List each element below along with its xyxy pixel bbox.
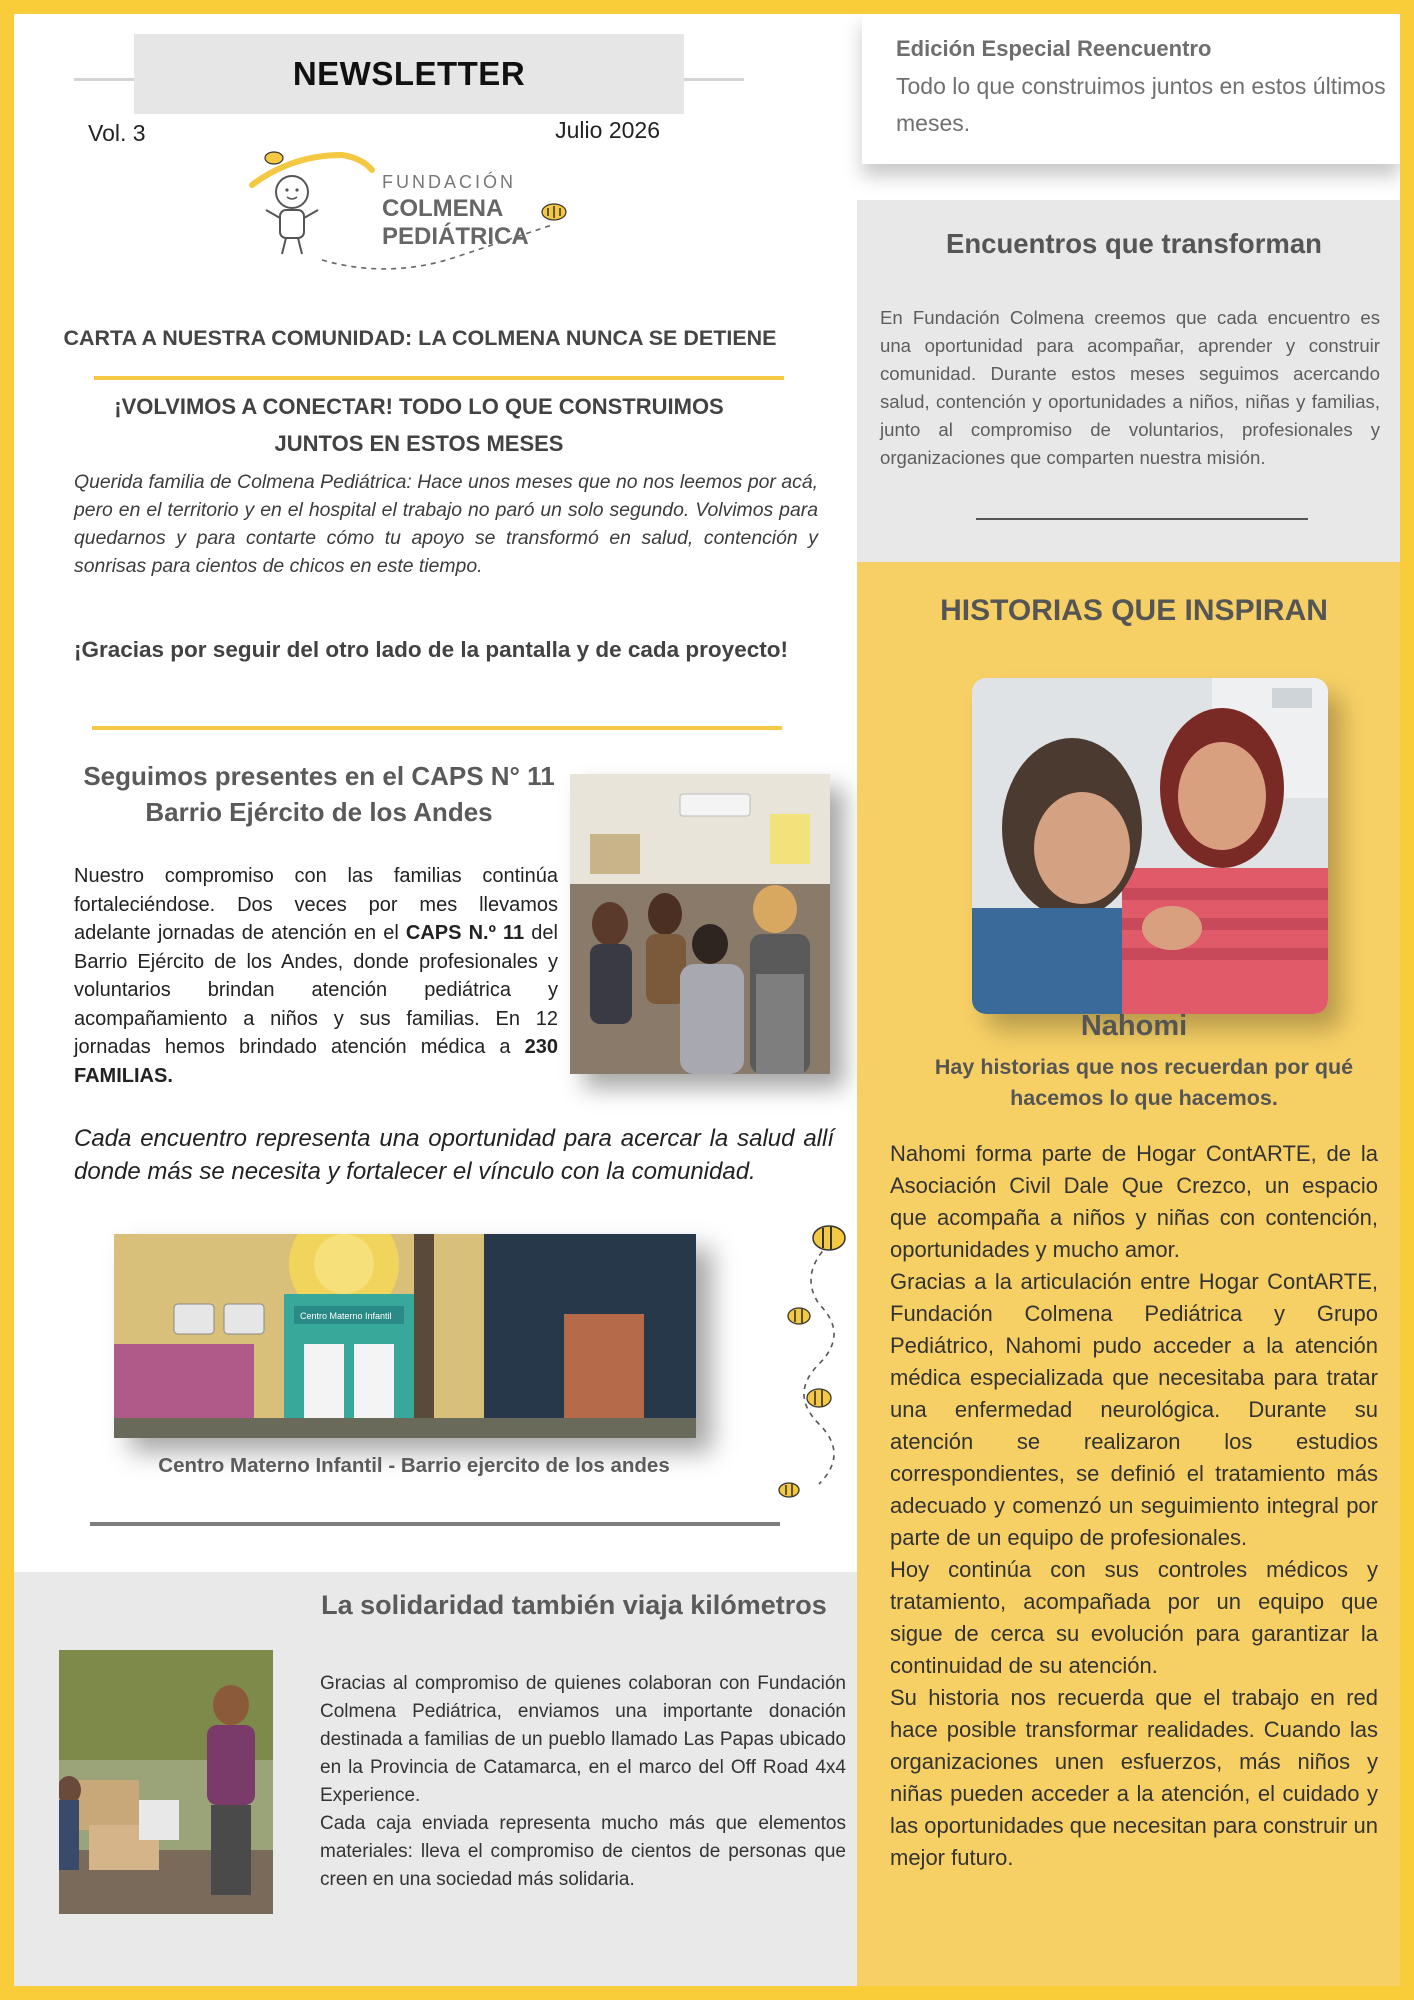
issue-date: Julio 2026 — [555, 117, 660, 143]
edition-title: Edición Especial Reencuentro — [896, 36, 1212, 61]
encounters-heading: Encuentros que transforman — [946, 228, 1322, 259]
centro-photo-caption: Centro Materno Infantil - Barrio ejercito de los andes — [158, 1454, 670, 1477]
caps-number-highlight: CAPS N.º 11 — [405, 922, 525, 944]
caps-quote: Cada encuentro representa una oportunidad para acercar la salud allí donde más se necesita y fortalecer el vínculo con la comunidad. — [74, 1125, 834, 1185]
story-paragraph-4: Su historia nos recuerda que el trabajo en red hace posible transformar realidades. Cuando las organizaciones unen esfuerzos, más niños y niñas pueden acceder a la atención, el cuidado y las oportunidades que necesitan para construir un mejor futuro. — [890, 1685, 1378, 1870]
bee-icon — [788, 1308, 810, 1324]
yellow-divider-1 — [94, 376, 784, 380]
newsletter-title: NEWSLETTER — [134, 34, 684, 114]
story-subtitle: Hay historias que nos recuerdan por qué hacemos lo que hacemos. — [934, 1055, 1354, 1110]
centro-materno-photo — [114, 1234, 696, 1438]
letter-thanks: ¡Gracias por seguir del otro lado de la pantalla y de cada proyecto! — [74, 637, 788, 662]
encounters-divider — [976, 518, 1308, 520]
caps-team-photo — [570, 774, 830, 1074]
centro-sign-text: Centro Materno Infantil — [300, 1311, 392, 1321]
letter-heading: CARTA A NUESTRA COMUNIDAD: LA COLMENA NUNCA SE DETIENE — [63, 326, 777, 350]
nahomi-photo — [972, 678, 1328, 1014]
letter-subheading: ¡VOLVIMOS A CONECTAR! TODO LO QUE CONSTRUIMOS JUNTOS EN ESTOS MESES — [114, 394, 724, 456]
story-paragraph-2: Gracias a la articulación entre Hogar ContARTE, Fundación Colmena Pediátrica y Grupo Pediátrico, Nahomi pudo acceder a la atención médica especializada que necesitaba para tratar una enfermedad neurológica. Durante su atención se realizaron los estudios correspondientes, se definió el tratamiento más adecuado y comenzó un seguimiento integral por parte de un equipo de profesionales. — [890, 1269, 1378, 1550]
solidarity-text — [320, 1670, 846, 1894]
logo-line-1: FUNDACIÓN — [382, 172, 516, 192]
donation-photo — [59, 1650, 273, 1914]
story-body — [890, 1138, 1378, 1874]
bee-icon — [813, 1226, 845, 1250]
foundation-logo — [232, 130, 622, 290]
volume-label: Vol. 3 — [88, 120, 146, 146]
encounters-text: En Fundación Colmena creemos que cada encuentro es una oportunidad para acompañar, aprender y construir comunidad. Durante estos meses seguimos acercando salud, contención y oportunidades a niños, niñas y familias, junto al compromiso de voluntarios, profesionales y organizaciones que comparten nuestra misión. — [880, 307, 1380, 468]
title-rule-right — [674, 78, 744, 81]
caps-heading: Seguimos presentes en el CAPS N° 11 Barrio Ejército de los Andes — [83, 761, 555, 827]
logo-line-3: PEDIÁTRICA — [382, 223, 529, 250]
caps-paragraph: Nuestro compromiso con las familias continúa fortaleciéndose. Dos veces por mes llevamos adelante jornadas de atención en el CAPS N.º 11 del Barrio Ejército de los Andes, donde profesionales y voluntarios brindan atención pediátrica y acompañamiento a niños y sus familias. En 12 jornadas hemos brindado atención médica a 230 FAMILIAS. — [74, 865, 558, 1087]
logo-line-2: COLMENA — [382, 195, 504, 222]
bee-icon — [779, 1483, 799, 1497]
yellow-divider-2 — [92, 726, 782, 730]
solidarity-heading: La solidaridad también viaja kilómetros — [321, 1590, 827, 1620]
stories-heading: HISTORIAS QUE INSPIRAN — [940, 594, 1328, 627]
newsletter-page — [14, 14, 1400, 1986]
gray-divider — [90, 1522, 780, 1526]
solidarity-paragraph-1: Gracias al compromiso de quienes colaboran con Fundación Colmena Pediátrica, enviamos una importante donación destinada a familias de un pueblo llamado Las Papas ubicado en la Provincia de Catamarca, en el marco del Off Road 4x4 Experience. — [320, 1673, 846, 1806]
families-count-highlight: 230 FAMILIAS. — [74, 1036, 558, 1087]
story-name: Nahomi — [1080, 1010, 1188, 1042]
edition-subtitle: Todo lo que construimos juntos en estos últimos meses. — [896, 73, 1386, 136]
bee-icon — [807, 1389, 831, 1407]
bees-decoration — [759, 1204, 849, 1514]
story-paragraph-1: Nahomi forma parte de Hogar ContARTE, de la Asociación Civil Dale Que Crezco, un espacio que acompaña a niños y niñas con contención, oportunidades y mucho amor. — [890, 1141, 1378, 1262]
letter-intro: Querida familia de Colmena Pediátrica: Hace unos meses que no nos leemos por acá, pero en el territorio y en el hospital el trabajo no paró un solo segundo. Volvimos para quedarnos y para contarte cómo tu apoyo se transformó en salud, contención y sonrisas para cientos de chicos en este tiempo. — [74, 471, 818, 577]
story-paragraph-3: Hoy continúa con sus controles médicos y tratamiento, acompañada por un equipo que sigue de cerca su evolución para garantizar la continuidad de su atención. — [890, 1557, 1378, 1678]
solidarity-paragraph-2: Cada caja enviada representa mucho más que elementos materiales: lleva el compromiso de cientos de personas que creen en una sociedad más solidaria. — [320, 1813, 846, 1890]
